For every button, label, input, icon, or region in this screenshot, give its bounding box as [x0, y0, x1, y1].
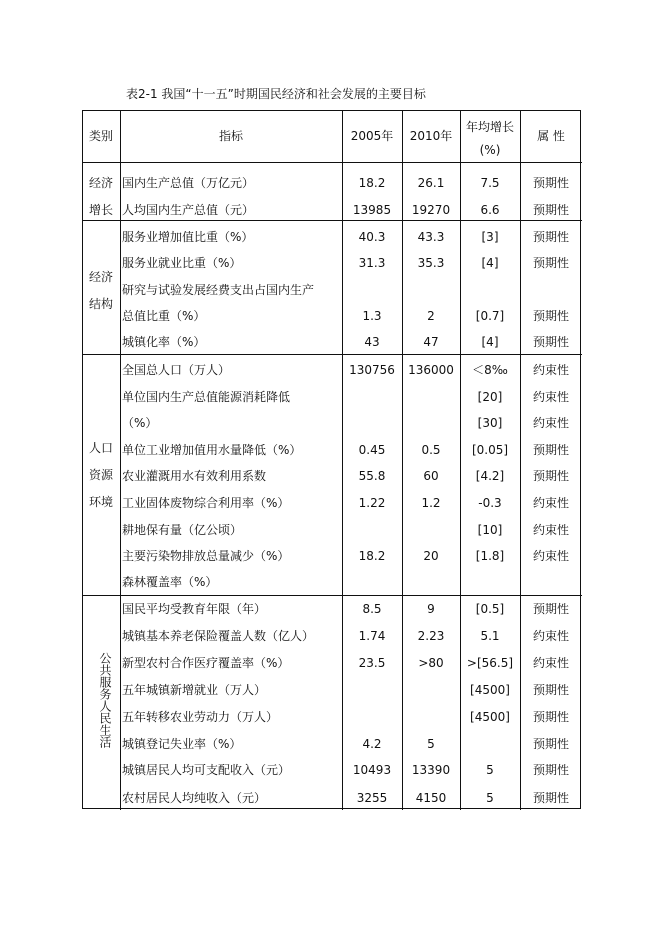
cell-growth: [1.8]: [475, 549, 505, 563]
cell-y2005: 8.5: [362, 602, 382, 616]
cell-attr: 预期性: [532, 791, 569, 805]
cell-attr: 约束性: [532, 390, 569, 404]
cell-indicator: 服务业增加值比重（%）: [122, 230, 254, 244]
cell-y2010: 2: [427, 309, 435, 323]
cell-indicator: 国民平均受教育年限（年）: [122, 602, 267, 616]
row-divider: [82, 354, 582, 355]
cell-y2005: 18.2: [358, 176, 386, 190]
cell-y2010: 9: [427, 602, 435, 616]
cell-indicator: 农村居民人均纯收入（元）: [122, 791, 267, 805]
cell-y2010: 35.3: [417, 256, 445, 270]
cell-y2005: 31.3: [358, 256, 386, 270]
cell-y2010: 5: [427, 737, 435, 751]
cell-indicator: （%）: [122, 416, 158, 430]
cell-indicator: 服务业就业比重（%）: [122, 256, 242, 270]
cell-indicator: 人均国内生产总值（元）: [122, 203, 255, 217]
cell-indicator: 耕地保有量（亿公顷）: [122, 523, 243, 537]
cell-attr: 约束性: [532, 496, 569, 510]
cell-indicator: 城镇居民人均可支配收入（元）: [122, 763, 291, 777]
cell-growth: [0.05]: [471, 443, 509, 457]
cell-indicator: 五年转移农业劳动力（万人）: [122, 710, 279, 724]
cell-y2005: 1.74: [358, 629, 386, 643]
cell-y2010: 26.1: [417, 176, 445, 190]
cell-y2005: 40.3: [358, 230, 386, 244]
category-label-vertical: 公共服务人民生活: [98, 652, 112, 748]
cell-growth: -0.3: [478, 496, 502, 510]
cell-y2005: 1.22: [358, 496, 386, 510]
cell-y2010: 1.2: [421, 496, 441, 510]
cell-y2010: 20: [423, 549, 439, 563]
cell-y2005: 55.8: [358, 469, 386, 483]
table-caption: 表2-1 我国“十一五”时期国民经济和社会发展的主要目标: [126, 87, 426, 101]
cell-indicator: 国内生产总值（万亿元）: [122, 176, 255, 190]
cell-attr: 预期性: [532, 335, 569, 349]
cell-attr: 预期性: [532, 203, 569, 217]
cell-y2010: 13390: [411, 763, 451, 777]
cell-indicator: 森林覆盖率（%）: [122, 575, 218, 589]
cell-y2005: 23.5: [358, 656, 386, 670]
cell-y2005: 43: [364, 335, 380, 349]
cell-growth: [4500]: [470, 710, 510, 724]
cell-growth: [4]: [481, 335, 499, 349]
category-label: 经济: [88, 176, 113, 190]
targets-table: [82, 110, 582, 810]
header-2010: 2010年: [409, 129, 453, 143]
cell-indicator: 新型农村合作医疗覆盖率（%）: [122, 656, 290, 670]
cell-growth: 5: [486, 763, 494, 777]
cell-y2005: 18.2: [358, 549, 386, 563]
cell-indicator: 主要污染物排放总量减少（%）: [122, 549, 290, 563]
cell-attr: 预期性: [532, 469, 569, 483]
cell-growth: 5: [486, 791, 494, 805]
header-2005: 2005年: [350, 129, 394, 143]
cell-growth: [4]: [481, 256, 499, 270]
category-label: 增长: [88, 203, 113, 217]
cell-indicator: 城镇化率（%）: [122, 335, 206, 349]
cell-attr: 预期性: [532, 443, 569, 457]
cell-indicator: 城镇登记失业率（%）: [122, 737, 242, 751]
cell-y2010: 2.23: [417, 629, 445, 643]
cell-attr: 预期性: [532, 710, 569, 724]
cell-attr: 约束性: [532, 363, 569, 377]
cell-indicator: 城镇基本养老保险覆盖人数（亿人）: [122, 629, 315, 643]
header-growth-unit: (%): [479, 143, 501, 157]
cell-y2010: 136000: [408, 363, 454, 377]
cell-indicator: 五年城镇新增就业（万人）: [122, 683, 267, 697]
cell-attr: 预期性: [532, 309, 569, 323]
cell-attr: 预期性: [532, 763, 569, 777]
cell-y2010: 43.3: [417, 230, 445, 244]
cell-growth: 5.1: [480, 629, 500, 643]
cell-attr: 约束性: [532, 523, 569, 537]
cell-y2005: 0.45: [358, 443, 386, 457]
cell-y2010: 47: [423, 335, 439, 349]
cell-indicator: 单位工业增加值用水量降低（%）: [122, 443, 302, 457]
cell-growth: [4500]: [470, 683, 510, 697]
row-divider: [82, 162, 582, 163]
cell-attr: 预期性: [532, 602, 569, 616]
cell-growth: [30]: [477, 416, 503, 430]
header-growth: 年均增长: [465, 120, 514, 134]
cell-indicator: 工业固体废物综合利用率（%）: [122, 496, 290, 510]
cell-attr: 约束性: [532, 416, 569, 430]
category-label: 资源: [88, 468, 113, 482]
header-attribute: 属 性: [537, 129, 565, 143]
cell-y2010: 0.5: [421, 443, 441, 457]
category-label: 人口: [88, 441, 113, 455]
col-divider: [120, 110, 121, 810]
row-divider: [82, 220, 582, 221]
cell-growth: >[56.5]: [466, 656, 514, 670]
cell-indicator: 农业灌溉用水有效利用系数: [122, 469, 267, 483]
cell-indicator: 研究与试验发展经费支出占国内生产: [122, 283, 315, 297]
cell-attr: 预期性: [532, 683, 569, 697]
cell-indicator: 全国总人口（万人）: [122, 363, 231, 377]
cell-attr: 预期性: [532, 230, 569, 244]
cell-y2005: 13985: [352, 203, 392, 217]
cell-growth: 6.6: [480, 203, 500, 217]
cell-growth: [20]: [477, 390, 503, 404]
cell-growth: [4.2]: [475, 469, 505, 483]
header-category: 类别: [88, 129, 113, 143]
row-divider: [82, 595, 582, 596]
cell-attr: 约束性: [532, 629, 569, 643]
cell-y2005: 3255: [356, 791, 388, 805]
cell-attr: 约束性: [532, 549, 569, 563]
category-label: 环境: [88, 495, 113, 509]
cell-y2005: 10493: [352, 763, 392, 777]
cell-indicator: 单位国内生产总值能源消耗降低: [122, 390, 291, 404]
cell-growth: ＜8‰: [472, 363, 508, 377]
cell-y2010: 60: [423, 469, 439, 483]
cell-attr: 预期性: [532, 737, 569, 751]
cell-attr: 预期性: [532, 256, 569, 270]
cell-y2010: >80: [418, 656, 444, 670]
cell-y2005: 130756: [349, 363, 395, 377]
cell-attr: 预期性: [532, 176, 569, 190]
cell-growth: [10]: [477, 523, 503, 537]
cell-indicator: 总值比重（%）: [122, 309, 206, 323]
cell-growth: [0.5]: [475, 602, 505, 616]
cell-growth: [3]: [481, 230, 499, 244]
cell-growth: [0.7]: [475, 309, 505, 323]
cell-growth: 7.5: [480, 176, 500, 190]
category-label: 结构: [88, 297, 113, 311]
cell-y2005: 1.3: [362, 309, 382, 323]
cell-y2010: 4150: [415, 791, 447, 805]
cell-attr: 约束性: [532, 656, 569, 670]
header-indicator: 指标: [218, 129, 243, 143]
category-label: 经济: [88, 270, 113, 284]
cell-y2010: 19270: [411, 203, 451, 217]
cell-y2005: 4.2: [362, 737, 382, 751]
